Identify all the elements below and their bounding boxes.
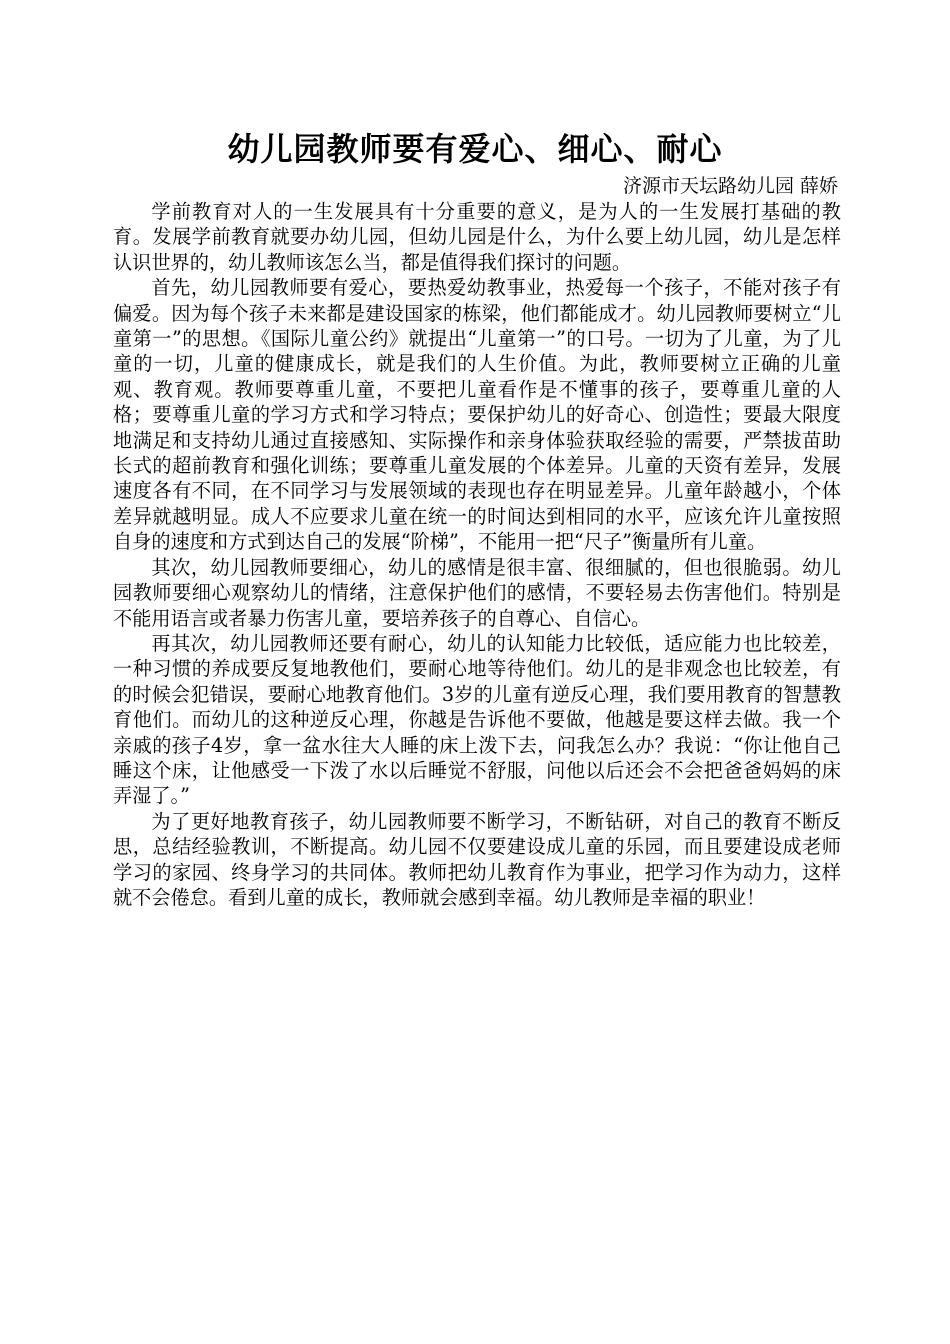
paragraph-intro: 学前教育对人的一生发展具有十分重要的意义，是为人的一生发展打基础的教育。发展学前教育就要办幼儿园，但幼儿园是什么，为什么要上幼儿园，幼儿是怎样认识世界的，幼儿教师该怎么当，都是值得我们探讨的问题。 xyxy=(113,200,841,274)
document-title: 幼儿园教师要有爱心、细心、耐心 xyxy=(227,130,723,168)
paragraph-care: 其次，幼儿园教师要细心，幼儿的感情是很丰富、很细腻的，但也很脆弱。幼儿园教师要细心观察幼儿的情绪，注意保护他们的感情，不要轻易去伤害他们。特别是不能用语言或者暴力伤害儿童，要培养孩子的自尊心、自信心。 xyxy=(113,555,841,630)
paragraph-love: 首先，幼儿园教师要有爱心，要热爱幼教事业，热爱每一个孩子，不能对孩子有偏爱。因为每个孩子未来都是建设国家的栋梁，他们都能成才。幼儿园教师要树立“儿童第一”的思想。《国际儿童公约》就提出“儿童第一”的口号。一切为了儿童，为了儿童的一切，儿童的健康成长，就是我们的人生价值。为此，教师要树立正确的儿童观、教育观。教师要尊重儿童，不要把儿童看作是不懂事的孩子，要尊重儿童的人格；要尊重儿童的学习方式和学习特点；要保护幼儿的好奇心、创造性；要最大限度地满足和支持幼儿通过直接感知、实际操作和亲身体验获取经验的需要，严禁拔苗助长式的超前教育和强化训练；要尊重儿童发展的个体差异。儿童的天资有差异，发展速度各有不同，在不同学习与发展领域的表现也存在明显差异。儿童年龄越小，个体差异就越明显。成人不应要求儿童在统一的时间达到相同的水平，应该允许儿童按照自身的速度和方式到达自己的发展“阶梯”，不能用一把“尺子”衡量所有儿童。 xyxy=(113,276,841,554)
paragraph-conclusion: 为了更好地教育孩子，幼儿园教师要不断学习，不断钻研，对自己的教育不断反思，总结经验教训，不断提高。幼儿园不仅要建设成儿童的乐园，而且要建设成老师学习的家园、终身学习的共同体。教师把幼儿教育作为事业，把学习作为动力，这样就不会倦怠。看到儿童的成长，教师就会感到幸福。幼儿教师是幸福的职业！ xyxy=(113,809,841,909)
author-byline: 济源市天坛路幼儿园 薛娇 xyxy=(622,175,838,197)
document-body xyxy=(113,199,841,910)
paragraph-patience: 再其次，幼儿园教师还要有耐心，幼儿的认知能力比较低，适应能力也比较差，一种习惯的养成要反复地教他们，要耐心地等待他们。幼儿的是非观念也比较差，有的时候会犯错误，要耐心地教育他们。3岁的儿童有逆反心理，我们要用教育的智慧教育他们。而幼儿的这种逆反心理，你越是告诉他不要做，他越是要这样去做。我一个亲戚的孩子4岁，拿一盆水往大人睡的床上泼下去，问我怎么办？我说：“你让他自己睡这个床，让他感受一下泼了水以后睡觉不舒服，问他以后还会不会把爸爸妈妈的床弄湿了。” xyxy=(113,631,841,808)
